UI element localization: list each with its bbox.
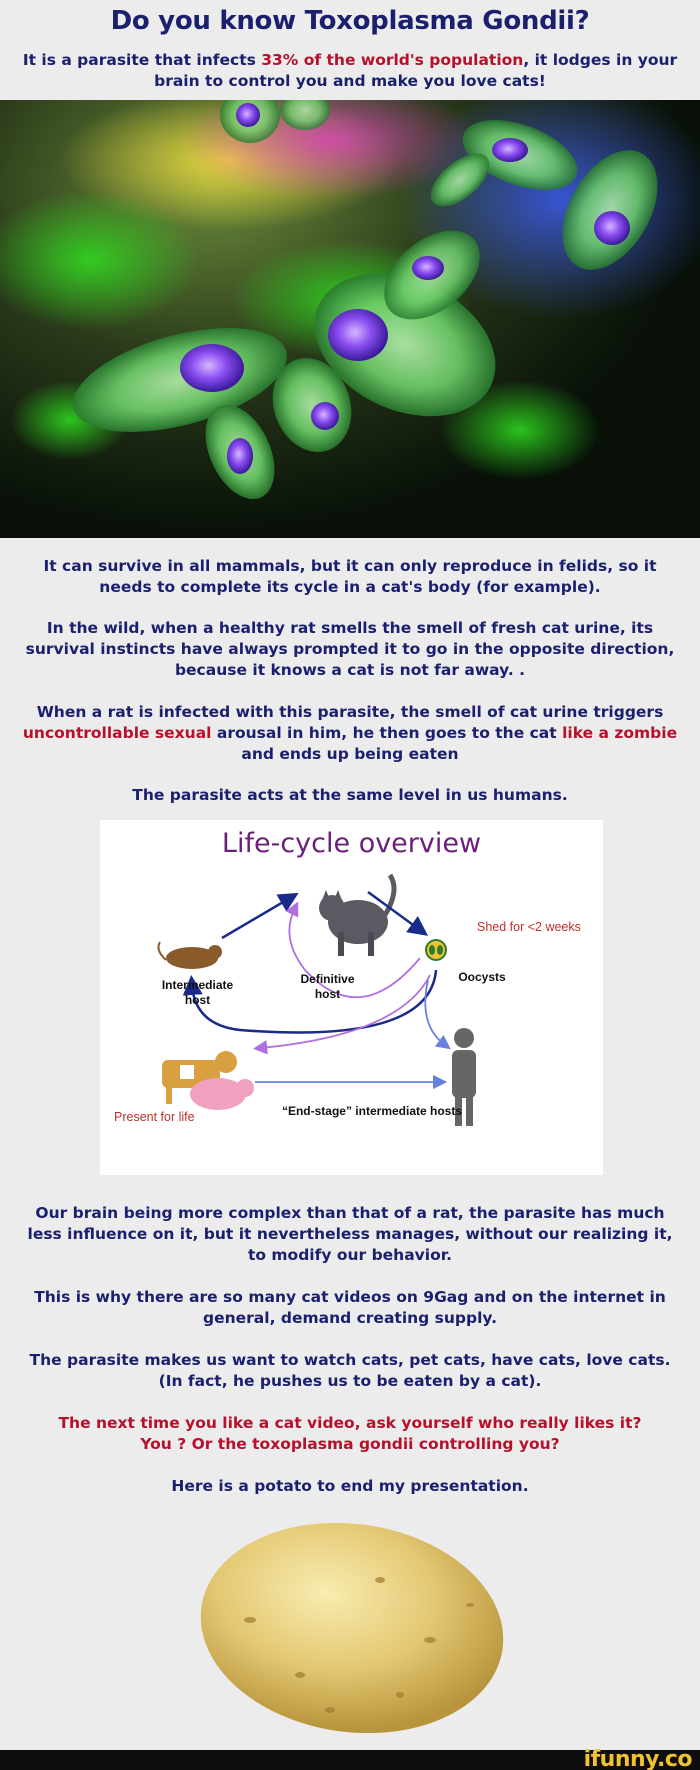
definitive-text: Definitive [300, 972, 355, 986]
pig-icon [190, 1078, 254, 1110]
arrow-rat-to-cat [222, 898, 290, 938]
question-line-2: You ? Or the toxoplasma gondii controlling you? [140, 1435, 560, 1453]
intro-highlight: 33% of the world's population [261, 51, 524, 69]
text-segment: arousal in him, he then goes to the cat [211, 724, 563, 742]
intermediate-text: Intermediate [161, 978, 234, 992]
oocyst-icon [425, 939, 447, 961]
definitive-host-label [280, 972, 375, 1002]
text-segment: and ends up being eaten [241, 745, 459, 763]
paragraph-humans: The parasite acts at the same level in us humans. [132, 786, 568, 804]
diagram-title: Life-cycle overview [221, 828, 482, 859]
host-text: host [184, 993, 211, 1007]
page-title: Do you know Toxoplasma Gondii? [110, 6, 590, 36]
paragraph-question [20, 1413, 680, 1455]
paragraph-reproduction: It can survive in all mammals, but it can only reproduce in felids, so it needs to complete its cycle in a cat's body (for example). [43, 557, 657, 596]
potato-image [0, 1510, 700, 1750]
toxoplasma-illustration [0, 100, 700, 538]
ifunny-logo: ifunny.co [583, 1747, 692, 1770]
potato-illustration [0, 1510, 700, 1750]
text-segment: When a rat is infected with this parasite, the smell of cat urine triggers [36, 703, 664, 721]
rat-icon [158, 942, 222, 969]
paragraph-parasite-desire: The parasite makes us want to watch cats, pet cats, have cats, love cats. (In fact, he pushes us to be eaten by a cat). [29, 1351, 671, 1390]
oocysts-label: Oocysts [458, 970, 506, 984]
arrow-oocysts-to-human [425, 980, 445, 1045]
question-line-1: The next time you like a cat video, ask yourself who really likes it? [58, 1414, 642, 1432]
host-text: host [314, 987, 341, 1001]
highlight-segment: like a zombie [562, 724, 678, 742]
paragraph-wild-rat: In the wild, when a healthy rat smells the smell of fresh cat urine, its survival instincts have always prompted it to go in the opposite direction, because it knows a cat is not far away. . [25, 619, 675, 679]
life-cycle-diagram [100, 820, 603, 1175]
paragraph-cat-videos: This is why there are so many cat videos on 9Gag and on the internet in general, demand creating supply. [34, 1288, 666, 1327]
present-for-life-label: Present for life [114, 1110, 195, 1124]
toxoplasma-microscope-image [0, 100, 700, 538]
end-stage-label: “End-stage” intermediate hosts [281, 1104, 463, 1118]
intermediate-host-label [150, 978, 245, 1008]
intro-paragraph [20, 50, 680, 92]
cat-icon [319, 875, 394, 956]
paragraph-infected-rat [20, 702, 680, 765]
paragraph-potato: Here is a potato to end my presentation. [171, 1477, 529, 1495]
intro-text-end: , it lodges in your brain to control you and make you love cats! [154, 51, 678, 90]
footer-bar [0, 1747, 700, 1770]
intro-text: It is a parasite that infects [22, 51, 262, 69]
paragraph-human-brain: Our brain being more complex than that of a rat, the parasite has much less influence on it, but it nevertheless manages, without our realizing it, to modify our behavior. [27, 1204, 673, 1264]
highlight-segment: uncontrollable sexual [22, 724, 212, 742]
shed-label: Shed for <2 weeks [477, 920, 581, 934]
